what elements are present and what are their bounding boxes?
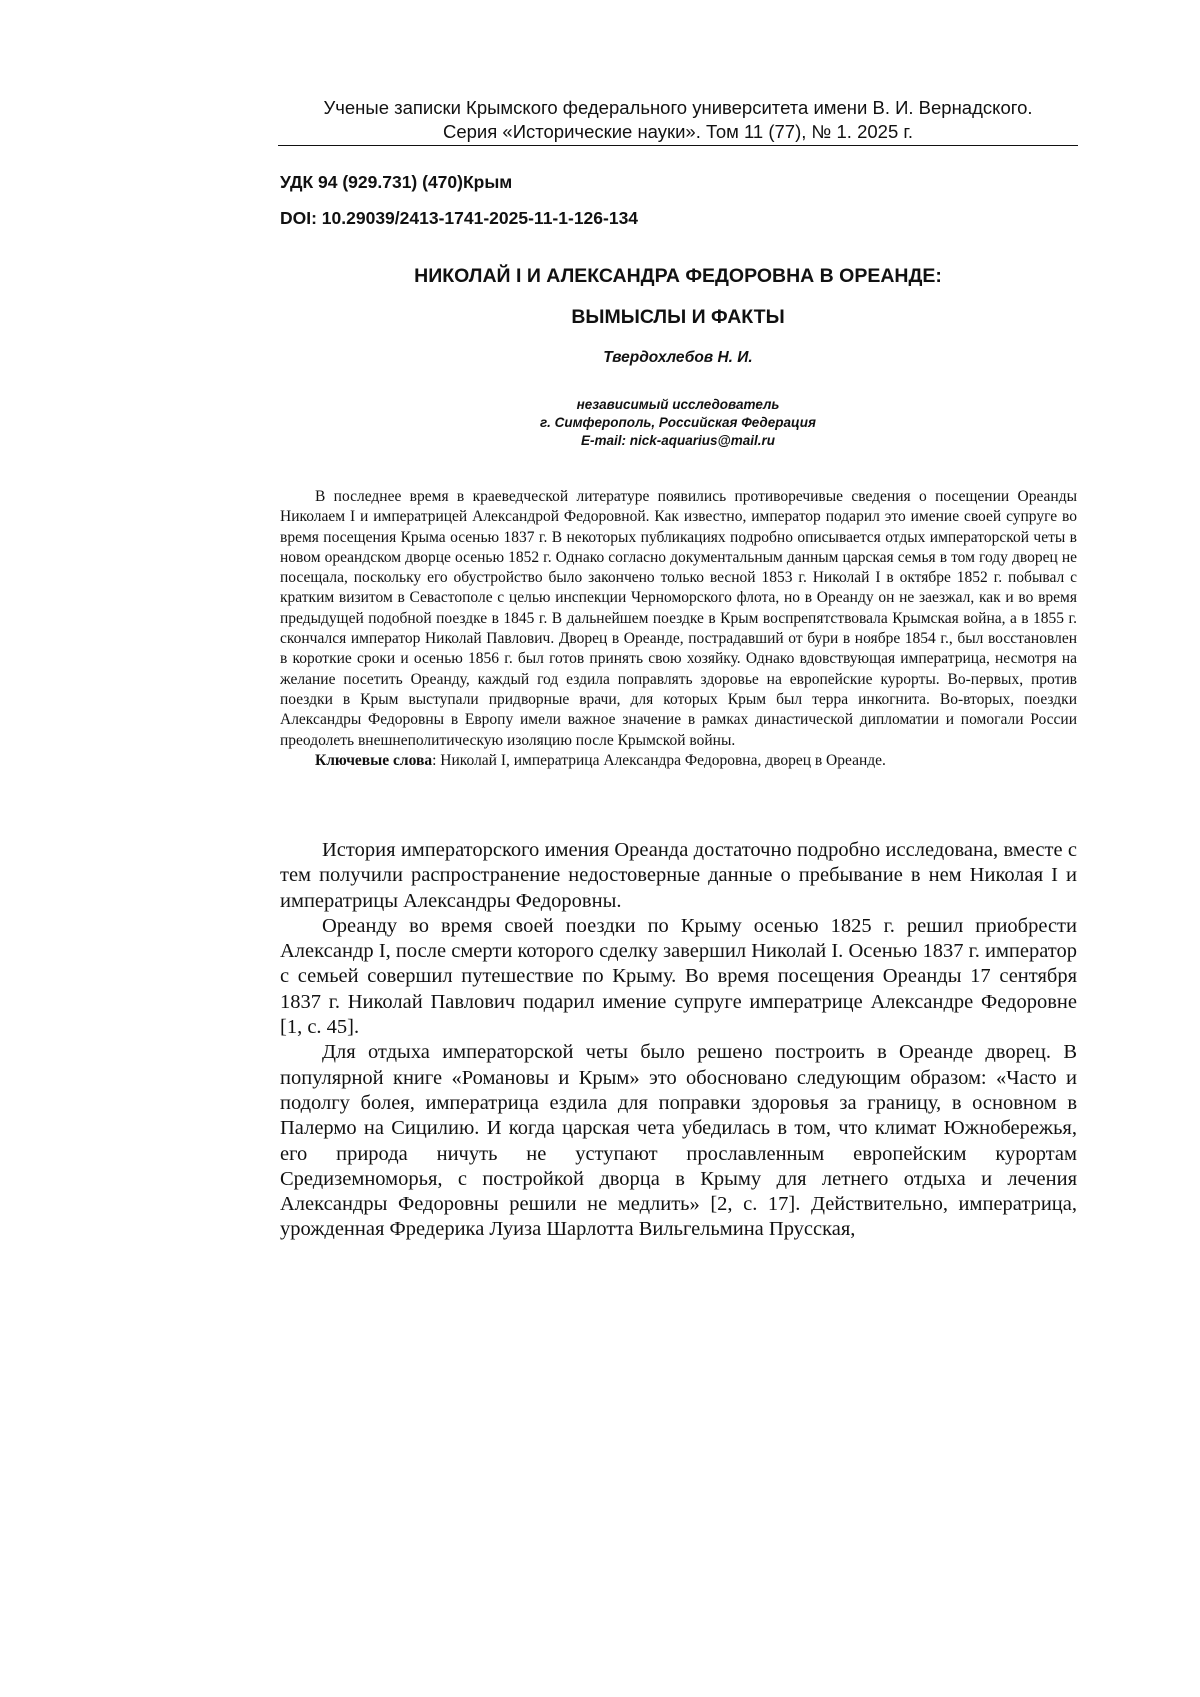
body-paragraph: Ореанду во время своей поездки по Крыму осенью 1825 г. решил приобрести Александр I, после смерти которого сделку завершил Николай I. Осенью 1837 г. император с семьей совершил путешествие по Крыму. Во время посещения Ореанды 17 сентября 1837 г. Николай Павлович подарил имение супруге императрице Александре Федоровне [1, с. 45].: [280, 914, 1077, 1040]
abstract-text: В последнее время в краеведческой литературе появились противоречивые сведения о посещении Ореанды Николаем I и императрицей Александрой Федоровной. Как известно, император подарил это имение своей супруге во время посещения Крыма осенью 1837 г. В некоторых публикациях подробно описывается отдых императорской четы в новом ореандском дворце осенью 1852 г. Однако согласно документальным данным царская семья в том году дворец не посещала, поскольку его обустройство было закончено только весной 1853 г. Николай I в октябре 1852 г. побывал с кратким визитом в Севастополе с целью инспекции Черноморского флота, но в Ореанду он не заезжал, как и во время предыдущей подобной поездке в 1845 г. В дальнейшем поездке в Крым воспрепятствовала Крымская война, а в 1855 г. скончался император Николай Павлович. Дворец в Ореанде, пострадавший от бури в ноябре 1854 г., был восстановлен в короткие сроки и осенью 1856 г. был готов принять свою хозяйку. Однако вдовствующая императрица, несмотря на желание посетить Ореанду, каждый год ездила поправлять здоровье на европейские курорты. Во-первых, против поездки в Крым выступали придворные врачи, для которых Крым был терра инкогнита. Во-вторых, поездки Александры Федоровны в Европу имели важное значение в рамках династической дипломатии и помогали России преодолеть внешнеполитическую изоляцию после Крымской войны.: [280, 487, 1077, 751]
affiliation-location: г. Симферополь, Российская Федерация: [278, 414, 1078, 432]
abstract: [280, 487, 1077, 771]
affiliation-role: независимый исследователь: [278, 396, 1078, 414]
keywords-line: [280, 751, 1077, 771]
affiliation-email: E-mail: nick-aquarius@mail.ru: [278, 432, 1078, 450]
author-affiliation: [278, 396, 1078, 450]
article-title: [278, 256, 1078, 338]
body-paragraph: Для отдыха императорской четы было решено построить в Ореанде дворец. В популярной книге «Романовы и Крым» это обосновано следующим образом: «Часто и подолгу болея, императрица ездила для поправки здоровья за границу, в основном в Палермо на Сицилию. И когда царская чета убедилась в том, что климат Южнобережья, его природа ничуть не уступают прославленным европейским курортам Средиземноморья, с постройкой дворца в Крыму для летнего отдыха и лечения Александры Федоровны решили не медлить» [2, с. 17]. Действительно, императрица, урожденная Фредерика Луиза Шарлотта Вильгельмина Прусская,: [280, 1040, 1077, 1242]
article-body: [280, 838, 1077, 1243]
keywords-label: Ключевые слова: [315, 752, 432, 769]
author-name: Твердохлебов Н. И.: [278, 349, 1078, 367]
title-line-1: НИКОЛАЙ I И АЛЕКСАНДРА ФЕДОРОВНА В ОРЕАНДЕ:: [278, 256, 1078, 297]
journal-page: [0, 0, 1200, 1697]
udk-code: УДК 94 (929.731) (470)Крым: [280, 172, 512, 193]
doi-line: DOI: 10.29039/2413-1741-2025-11-1-126-134: [280, 208, 638, 229]
journal-header-line-2: Серия «Исторические науки». Том 11 (77), № 1. 2025 г.: [278, 120, 1078, 144]
journal-header-line-1: Ученые записки Крымского федерального университета имени В. И. Вернадского.: [278, 96, 1078, 120]
body-paragraph: История императорского имения Ореанда достаточно подробно исследована, вместе с тем получили распространение недостоверные данные о пребывание в нем Николая I и императрицы Александры Федоровны.: [280, 838, 1077, 914]
journal-running-head: [278, 96, 1078, 144]
keywords-list: : Николай I, императрица Александра Федоровна, дворец в Ореанде.: [432, 752, 886, 769]
header-rule: [278, 145, 1078, 146]
title-line-2: ВЫМЫСЛЫ И ФАКТЫ: [278, 297, 1078, 338]
